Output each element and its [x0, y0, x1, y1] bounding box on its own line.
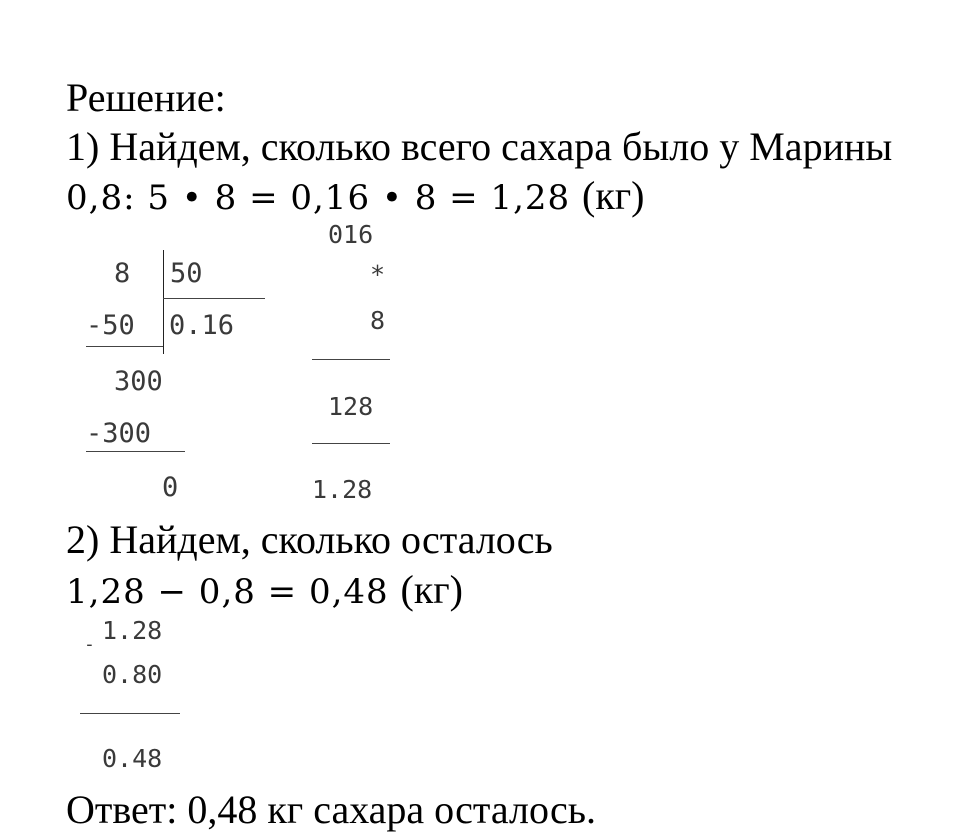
- multiplication-top: 016: [328, 220, 374, 249]
- multiplication-line-2: [312, 443, 390, 444]
- multiplication-result: 1.28: [312, 475, 373, 504]
- solution-heading: Решение:: [66, 75, 226, 120]
- subtraction-subtrahend: 0.80: [102, 660, 163, 689]
- division-quotient-line: [163, 298, 265, 299]
- multiplication-line-1: [312, 359, 390, 360]
- step1-formula-unit: (кг): [582, 173, 645, 218]
- subtraction-minuend: 1.28: [102, 616, 163, 645]
- division-remainder-2: 0: [162, 472, 179, 503]
- division-vertical-line: [163, 250, 164, 354]
- division-subtract-2: -300: [86, 418, 152, 449]
- subtraction-line: [80, 713, 180, 714]
- multiplication-partial: 128: [328, 392, 374, 421]
- subtraction-operator: -: [84, 634, 95, 655]
- division-underline-2: [86, 451, 185, 452]
- step1-formula: [66, 173, 645, 218]
- division-remainder-1: 300: [114, 366, 163, 397]
- step1-formula-expression: 0,8: 5 • 8 = 0,16 • 8 = 1,28: [66, 178, 571, 218]
- step1-title: 1) Найдем, сколько всего сахара было у Марины: [66, 124, 893, 169]
- division-subtract-1: -50: [86, 310, 135, 341]
- division-underline-1: [86, 346, 163, 347]
- multiplication-factor: 8: [370, 306, 386, 335]
- division-quotient: 0.16: [169, 310, 235, 341]
- multiplication-operator: *: [370, 260, 386, 289]
- step2-title: 2) Найдем, сколько осталось: [66, 517, 553, 562]
- division-divisor: 50: [170, 258, 203, 289]
- answer-text: Ответ: 0,48 кг сахара осталось.: [66, 787, 596, 832]
- subtraction-result: 0.48: [102, 744, 163, 773]
- step2-formula-unit: (кг): [400, 567, 463, 612]
- step2-formula-expression: 1,28 − 0,8 = 0,48: [66, 572, 389, 612]
- step2-formula: [66, 567, 463, 612]
- division-dividend: 8: [114, 258, 131, 289]
